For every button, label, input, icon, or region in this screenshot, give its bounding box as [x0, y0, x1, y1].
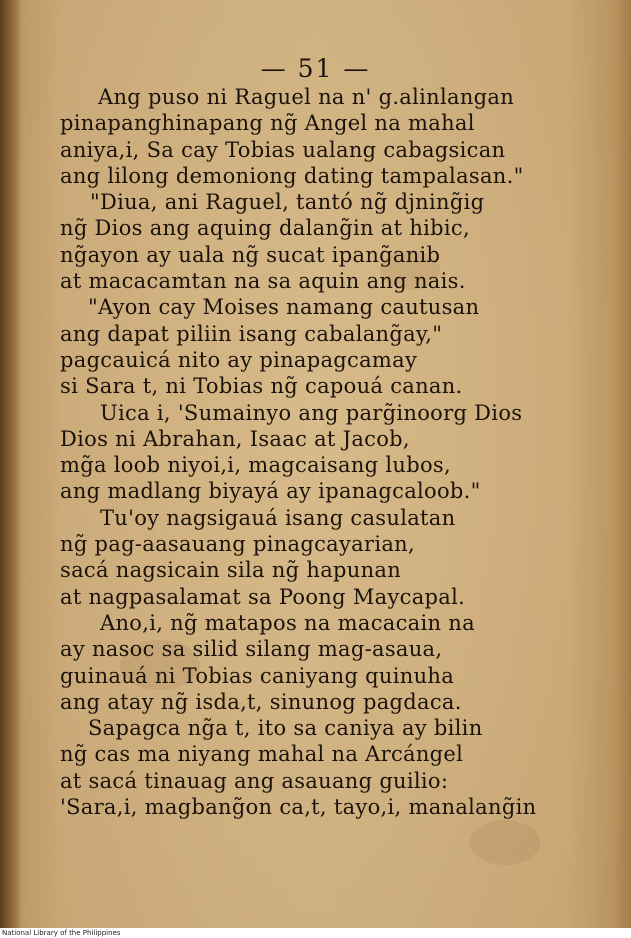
- text-line: Ang puso ni Raguel na n' g.alinlangan: [98, 85, 515, 109]
- poem-text-block: [60, 84, 590, 820]
- text-line: ang atay ng̃ isda,t, sinunog pagdaca.: [60, 689, 462, 714]
- text-line: ay nasoc sa silid silang mag-asaua,: [60, 637, 443, 662]
- source-footer: National Library of the Philippines: [0, 928, 631, 938]
- text-line: sacá nagsicain sila ng̃ hapunan: [60, 558, 402, 583]
- text-line: aniya,i, Sa cay Tobias ualang cabagsican: [60, 137, 506, 162]
- text-line: pinapanghinapang ng̃ Angel na mahal: [60, 111, 475, 136]
- text-line: ang lilong demoniong dating tampalasan.": [60, 163, 524, 188]
- text-line: pagcauicá nito ay pinapagcamay: [60, 347, 418, 372]
- text-line: Tu'oy nagsigauá isang casulatan: [100, 505, 456, 530]
- page-number: — 51 —: [260, 54, 371, 83]
- text-line: ang dapat piliin isang cabalang̃ay,": [60, 321, 443, 346]
- text-line: at nagpasalamat sa Poong Maycapal.: [60, 584, 466, 609]
- text-line: "Ayon cay Moises namang cautusan: [88, 295, 480, 320]
- text-line: ng̃ pag-aasauang pinagcayarian,: [60, 532, 415, 557]
- text-line: Uica i, 'Sumainyo ang parg̃inoorg Dios: [100, 400, 523, 425]
- text-line: mg̃a loob niyoi,i, magcaisang lubos,: [60, 453, 451, 478]
- paper-stain: [470, 820, 540, 865]
- text-line: si Sara t, ni Tobias ng̃ capouá canan.: [60, 374, 463, 399]
- text-line: "Diua, ani Raguel, tantó ng̃ djning̃ig: [90, 190, 485, 215]
- text-line: ng̃ayon ay uala ng̃ sucat ipang̃anib: [60, 242, 441, 267]
- text-line: at sacá tinauag ang asauang guilio:: [60, 768, 449, 793]
- text-line: guinauá ni Tobias caniyang quinuha: [60, 663, 455, 688]
- text-line: at macacamtan na sa aquin ang nais.: [60, 269, 466, 294]
- book-spine-shadow: [0, 0, 22, 928]
- text-line: Dios ni Abrahan, Isaac at Jacob,: [60, 426, 410, 451]
- text-line: 'Sara,i, magbang̃on ca,t, tayo,i, manalang̃in: [60, 795, 537, 820]
- text-line: Ano,i, ng̃ matapos na macacain na: [100, 610, 475, 635]
- text-line: ang madlang biyayá ay ipanagcaloob.": [60, 479, 481, 504]
- text-line: Sapagca ng̃a t, ito sa caniya ay bilin: [88, 716, 483, 741]
- text-line: ng̃ Dios ang aquing dalang̃in at hibic,: [60, 216, 470, 241]
- text-line: ng̃ cas ma niyang mahal na Arcángel: [60, 742, 464, 767]
